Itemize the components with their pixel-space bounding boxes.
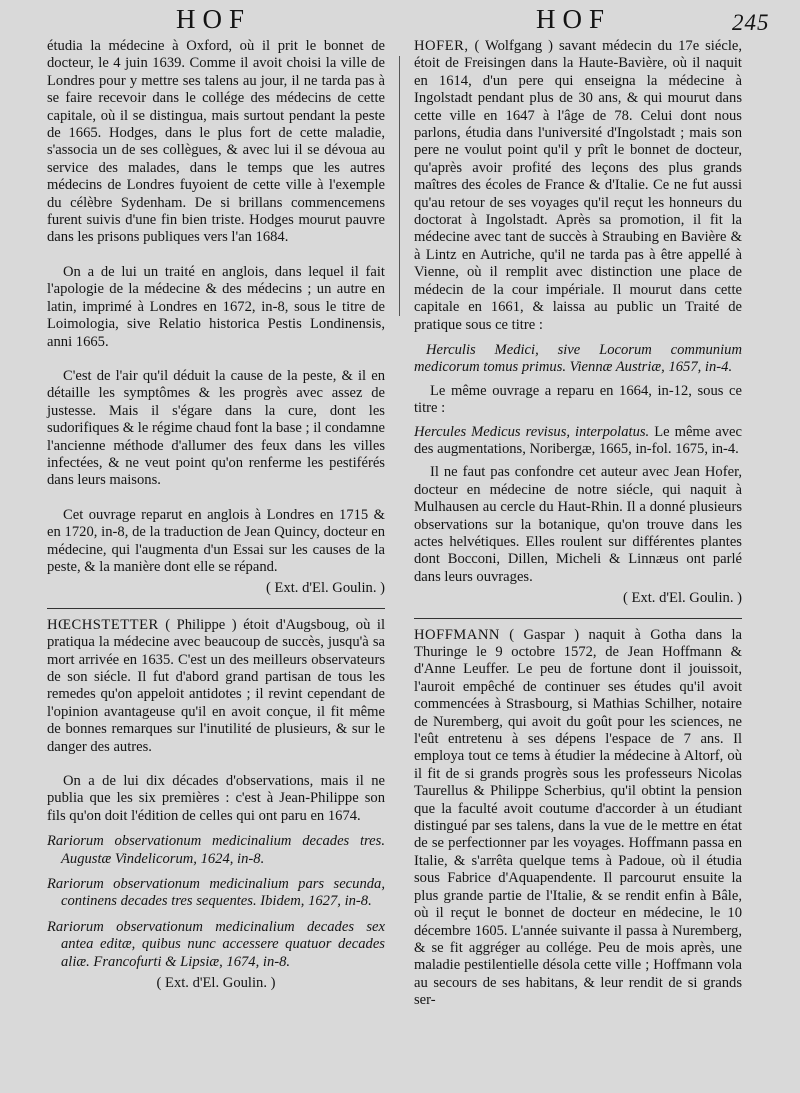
bibliography-hofer-2-tail: Le même avec des augmentations, Noribergæ, 1665, in-fol. 1675, in-4. xyxy=(414,423,742,457)
hoechstetter-headword: HŒCHSTETTER xyxy=(47,616,159,633)
hoffmann-entry xyxy=(414,627,742,1010)
hofer-entry xyxy=(414,38,742,334)
hodges-paragraph-1: étudia la médecine à Oxford, où il prit le bonnet de docteur, le 4 juin 1639. Comme il avoit choisi la ville de Londres pour y mettre ses talens au jour, il ne tarda pas à se faire recevoir dans le collége des médecins de cette capitale, où il se distingua, mais surtout pendant la peste de 1665. Hodges, dans le plus fort de cette maladie, s'associa un de ses collègues, & avec lui il se dévoua au service des malades, dans le temps que les autres médecins de Londres fuyoient de cette ville à l'exemple du célèbre Sydenham. De si brillans commencemens furent suivis d'une fin bien triste. Hodges mourut pauvre dans les prisons publiques vers l'an 1684. xyxy=(47,38,385,246)
hodges-paragraph-2: On a de lui un traité en anglois, dans lequel il fait l'apologie de la médecine & des médecins ; un autre en latin, imprimé à Londres en 1672, in-8, sous le titre de Loimologia, sive Relatio historica Pestis Londinensis, anni 1665. xyxy=(47,263,385,350)
left-column xyxy=(47,38,385,1085)
hodges-paragraph-4: Cet ouvrage reparut en anglois à Londres en 1715 & en 1720, in-8, de la traduction de Jean Quincy, docteur en médecine, qui l'augmenta d'un Essai sur les causes de la peste, & la manière dont elle se répand. xyxy=(47,506,385,575)
signature-goulin-2: ( Ext. d'El. Goulin. ) xyxy=(156,975,276,992)
page-number: 245 xyxy=(732,10,770,35)
hoechstetter-body: ( Philippe ) étoit d'Augsboug, où il pratiqua la médecine avec beaucoup de succès, jusqu'à sa mort arrivée en 1635. C'est un des meilleurs observateurs de son siécle. Il fut d'abord grand partisan de tous les remedes qu'on appeloit antidotes ; il revint cependant de l'opinion avantageuse qu'il en avoit conçue, il fit même de bonnes remarques sur l'inutilité de plusieurs, & sur le danger des autres. xyxy=(47,616,385,755)
signature-goulin-3: ( Ext. d'El. Goulin. ) xyxy=(623,590,742,607)
hofer-paragraph-2: Le même ouvrage a reparu en 1664, in-12, sous ce titre : xyxy=(414,382,742,417)
signature-goulin-1: ( Ext. d'El. Goulin. ) xyxy=(266,580,385,597)
hoffmann-headword: HOFFMANN xyxy=(414,626,500,643)
hofer-body: ( Wolfgang ) savant médecin du 17e siécle, étoit de Freisingen dans la Haute-Bavière, où il naquit en 1614, d'un pere qui enseigna la médecine à Ingolstadt pendant plus de 30 ans, & qui mourut dans cette ville en 1647 à l'âge de 78. Celui dont nous parlons, étudia dans l'université d'Ingolstadt ; mais son pere ne voulut point qu'il y prît le bonnet de docteur, qu'après avoir profité des leçons des plus grands maîtres des écoles de France & d'Italie. Ce ne fut aussi qu'au retour de ses voyages qu'il reçut les honneurs du doctorat à Ingolstadt. Après sa promotion, il fit la médecine avec tant de succès à Straubing en Bavière & à Lintz en Autriche, qu'il ne tarda pas à être appellé à Vienne, où il remplit avec distinction une place de médecin de la cour impériale. Il mourut dans cette capitale en 1661, & laissa au public un Traité de pratique sous ce titre : xyxy=(414,38,742,333)
running-head-right: HOF xyxy=(536,4,612,34)
running-head xyxy=(0,4,800,38)
entry-divider xyxy=(47,608,385,609)
hoechstetter-paragraph-2: On a de lui dix décades d'observations, mais il ne publia que les six premières : c'est à Jean-Philippe son fils qu'on doit l'édition de celles qui ont paru en 1674. xyxy=(47,773,385,824)
bibliography-hofer-2-title: Hercules Medicus revisus, interpolatus. xyxy=(414,423,650,440)
bibliography-hofer-2 xyxy=(414,424,742,459)
running-head-left: HOF xyxy=(176,4,252,34)
bibliography-entry-1: Rariorum observationum medicinalium decades tres. Augustæ Vindelicorum, 1624, in-8. xyxy=(47,833,385,867)
bibliography-entry-2: Rariorum observationum medicinalium pars secunda, continens decades tres sequentes. Ibidem, 1627, in-8. xyxy=(47,876,385,910)
entry-divider-right xyxy=(414,618,742,619)
bibliography-entry-3: Rariorum observationum medicinalium decades sex antea editæ, quibus nunc accessere quatuor decades aliæ. Francofurti & Lipsiæ, 1674, in-8. xyxy=(47,918,385,970)
right-column xyxy=(414,38,742,1085)
hoechstetter-entry xyxy=(47,617,385,756)
hofer-paragraph-3: Il ne faut pas confondre cet auteur avec Jean Hofer, docteur en médecine de notre siécle, qui naquit à Mulhausen au cercle du Haut-Rhin. Il a donné plusieurs observations sur la botanique, qu'on trouve dans les actes helvétiques. Elles roulent sur différentes plantes dont Bocconi, Dillen, Micheli & Linnæus ont parlé dans leurs ouvrages. xyxy=(414,464,742,585)
hoffmann-body: ( Gaspar ) naquit à Gotha dans la Thuringe le 9 octobre 1572, de Jean Hoffmann & d'Anne Leuffer. Le peu de fortune dont il jouissoit, l'auroit empêché de continuer ses études qu'il avoit commencées à Strasbourg, si Mathias Schilher, notaire de Nuremberg, qui avoit du goût pour les sciences, ne l'eût entretenu à ses dépens l'espace de 7 ans. Il employa tout ce tems à étudier la médecine à Altorf, où il fit de si grands progrès sous les professeurs Nicolas Taurellus & Philippe Scherbius, qu'il obtint la pension que la faculté avoit coutume d'accorder à un étudiant distingué par ses talens, dans la vue de le mettre en état de se perfectionner par les voyages. Hoffmann passa en Italie, & s'arrêta quelque tems à Padoue, où il étudia sous Fabrice d'Aquapendente. Il parcourut ensuite la plus grande partie de l'Italie, & se rendit enfin à Bâle, où il reçut le bonnet de docteur en médecine, le 10 décembre 1605. L'année suivante il passa à Nuremberg, & se fit aggréger au collége. Peu de mois après, une maladie pestilentielle désola cette ville ; Hoffmann vola au secours de ses habitans, & leur rendit de si grands ser- xyxy=(414,626,742,1009)
hodges-paragraph-3: C'est de l'air qu'il déduit la cause de la peste, & il en détaille les symptômes & les progrès avec assez de justesse. Mais il s'égare dans la cure, dont les sudorifiques & le régime chaud font la base ; il condamne l'ancienne méthode d'allumer des feux dans les villes infectées, & ne veut point qu'on renferme les pestiférés dans leurs maisons. xyxy=(47,367,385,489)
hofer-headword: HOFER, xyxy=(414,38,469,54)
column-rule xyxy=(399,56,400,316)
bibliography-hofer-1: Herculis Medici, sive Locorum communium medicorum tomus primus. Viennæ Austriæ, 1657, in-4. xyxy=(414,341,742,376)
